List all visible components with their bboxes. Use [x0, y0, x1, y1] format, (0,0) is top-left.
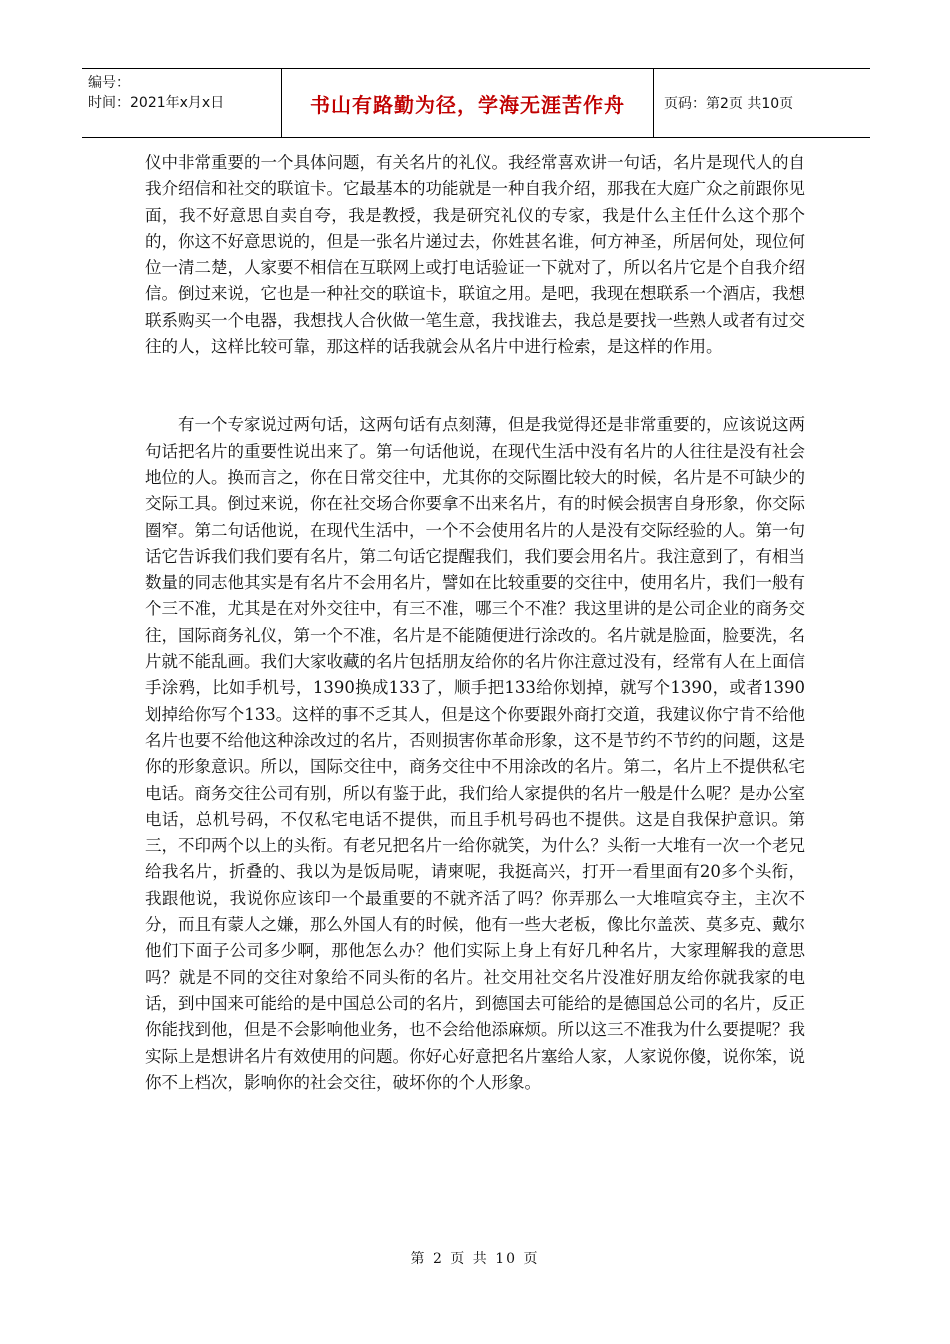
document-body [145, 150, 805, 1096]
header-motto: 书山有路勤为径，学海无涯苦作舟 [282, 69, 654, 137]
header-meta [82, 69, 282, 137]
document-header [82, 68, 870, 138]
paragraph-2: 有一个专家说过两句话，这两句话有点刻薄，但是我觉得还是非常重要的，应该说这两句话把名片的重要性说出来了。第一句话他说，在现代生活中没有名片的人往往是没有社会地位的人。换而言之，你在日常交往中，尤其你的交际圈比较大的时候，名片是不可缺少的交际工具。倒过来说，你在社交场合你要拿不出来名片，有的时候会损害自身形象，你交际圈窄。第二句话他说，在现代生活中，一个不会使用名片的人是没有交际经验的人。第一句话它告诉我们我们要有名片，第二句话它提醒我们，我们要会用名片。我注意到了，有相当数量的同志他其实是有名片不会用名片，譬如在比较重要的交往中，使用名片，我们一般有个三不准，尤其是在对外交往中，有三不准，哪三个不准？我这里讲的是公司企业的商务交往，国际商务礼仪，第一个不准，名片是不能随便进行涂改的。名片就是脸面，脸要洗，名片就不能乱画。我们大家收藏的名片包括朋友给你的名片你注意过没有，经常有人在上面信手涂鸦，比如手机号，1390换成133了，顺手把133给你划掉，就写个1390，或者1390划掉给你写个133。这样的事不乏其人，但是这个你要跟外商打交道，我建议你宁肯不给他名片也要不给他这种涂改过的名片，否则损害你革命形象，这不是节约不节约的问题，这是你的形象意识。所以，国际交往中，商务交往中不用涂改的名片。第二，名片上不提供私宅电话。商务交往公司有别，所以有鉴于此，我们给人家提供的名片一般是什么呢？是办公室电话，总机号码，不仅私宅电话不提供，而且手机号码也不提供。这是自我保护意识。第三，不印两个以上的头衔。有老兄把名片一给你就笑，为什么？头衔一大堆有一次一个老兄给我名片，折叠的、我以为是饭局呢，请柬呢，我挺高兴，打开一看里面有20多个头衔，我跟他说，我说你应该印一个最重要的不就齐活了吗？你弄那么一大堆喧宾夺主，主次不分，而且有蒙人之嫌，那么外国人有的时候，他有一些大老板，像比尔盖茨、莫多克、戴尔他们下面子公司多少啊，那他怎么办？他们实际上身上有好几种名片，大家理解我的意思吗？就是不同的交往对象给不同头衔的名片。社交用社交名片没准好朋友给你就我家的电话，到中国来可能给的是中国总公司的名片，到德国去可能给的是德国总公司的名片，反正你能找到他，但是不会影响他业务，也不会给他添麻烦。所以这三不准我为什么要提呢？我实际上是想讲名片有效使用的问题。你好心好意把名片塞给人家，人家说你傻，说你笨，说你不上档次，影响你的社会交往，破坏你的个人形象。 [145, 415, 805, 1092]
number-label: 编号： [88, 75, 130, 91]
header-page-info: 页码：第2页 共10页 [664, 96, 794, 112]
paragraph-1: 仪中非常重要的一个具体问题，有关名片的礼仪。我经常喜欢讲一句话，名片是现代人的自我介绍信和社交的联谊卡。它最基本的功能就是一种自我介绍，那我在大庭广众之前跟你见面，我不好意思自卖自夸，我是教授，我是研究礼仪的专家，我是什么主任什么这个那个的，你这不好意思说的，但是一张名片递过去，你姓甚名谁，何方神圣，所居何处，现位何位一清二楚，人家要不相信在互联网上或打电话验证一下就对了，所以名片它是个自我介绍信。倒过来说，它也是一种社交的联谊卡，联谊之用。是吧，我现在想联系一个酒店，我想联系购买一个电器，我想找人合伙做一笔生意，我找谁去，我总是要找一些熟人或者有过交往的人，这样比较可靠，那这样的话我就会从名片中进行检索，是这样的作用。 [145, 153, 805, 357]
time-label: 时间：2021年x月x日 [88, 95, 225, 111]
page-footer: 第 2 页 共 10 页 [410, 1251, 540, 1267]
